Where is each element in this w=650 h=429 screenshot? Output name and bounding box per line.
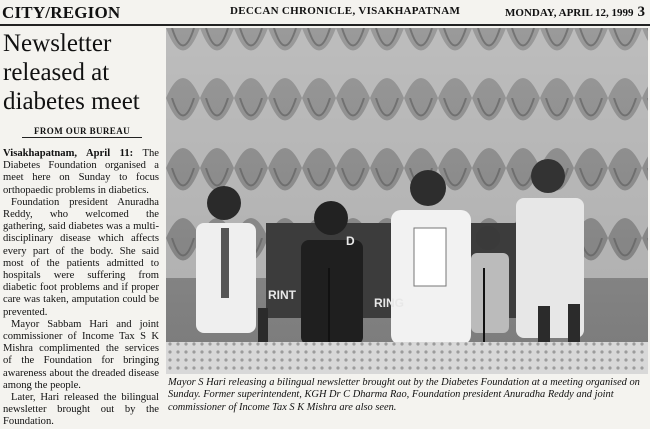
issue-date-text: MONDAY, APRIL 12, 1999: [505, 7, 634, 19]
photo-illustration: [166, 28, 648, 374]
page-number: 3: [637, 4, 645, 20]
news-photo: [166, 28, 648, 374]
byline: FROM OUR BUREAU: [22, 126, 142, 138]
section-label: CITY/REGION: [2, 3, 121, 22]
masthead: DECCAN CHRONICLE, VISAKHAPATNAM: [230, 5, 461, 17]
paragraph-2: Foundation president Anuradha Reddy, who welcomed the gathering, said diabetes was a multi-disciplinary disease which affects every part of the body. She said most of the patients admitted to hospitals were suffering from diabetic foot problems and if proper care was taken, amputation could be prevented.: [3, 196, 159, 318]
paragraph-3: Mayor Sabbam Hari and joint commissioner of Income Tax S K Mishra complimented the services of the Foundation for bringing awareness about the dreaded disease among the people.: [3, 318, 159, 391]
article-body: [3, 148, 159, 429]
table-cloth: [166, 342, 648, 374]
paragraph-1-text: The Diabetes Foundation organised a meet here on Sunday to focus orthopaedic problems in diabetics.: [3, 148, 159, 196]
banner-fragment-1: RINT: [268, 288, 296, 302]
paragraph-1: [3, 148, 159, 197]
paragraph-4: Later, Hari released the bilingual newsletter brought out by the Foundation.: [3, 392, 159, 428]
header-rule: [0, 24, 650, 26]
dateline: Visakhapatnam, April 11:: [3, 148, 134, 159]
headline: Newsletter released at diabetes meet: [3, 30, 140, 115]
banner-fragment-2: D: [346, 234, 355, 248]
photo-caption: Mayor S Hari releasing a bilingual newsletter brought out by the Diabetes Foundation at a meeting organised on Sunday. Former superintendent, KGH Dr C Dharma Rao, Foundation president Anuradha Reddy and joint commissioner of Income Tax S K Mishra are also seen.: [168, 377, 640, 413]
issue-date: [505, 4, 645, 21]
banner-fragment-3: RING: [374, 296, 404, 310]
